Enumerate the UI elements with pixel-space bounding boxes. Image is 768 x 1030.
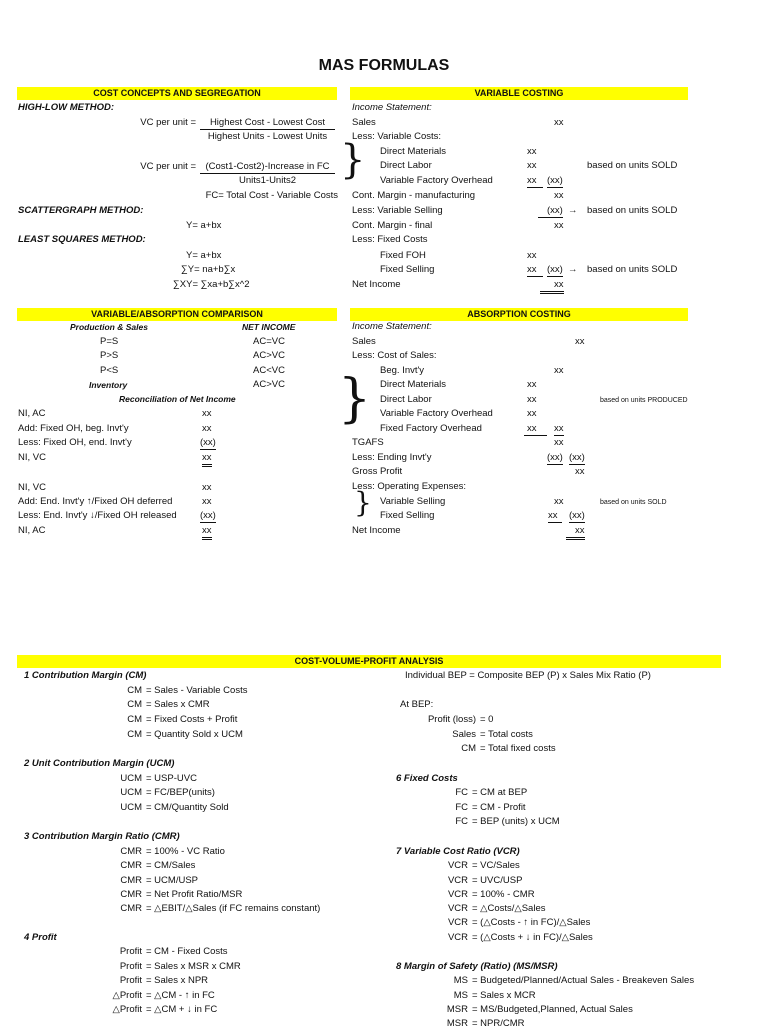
ac-opex-brace: } (354, 486, 372, 519)
vc-net-income: Net Income (352, 279, 401, 290)
least-squares-eq2: ∑Y= na+b∑x (181, 264, 236, 275)
ac-vs-amount: xx (554, 496, 564, 507)
ac-income-statement-label: Income Statement: (352, 321, 432, 332)
cvp-formula-right: = Quantity Sold x UCM (146, 729, 243, 740)
cvp-formula-left: △Profit (112, 990, 142, 1001)
comparison-row-b: AC=VC (253, 336, 285, 347)
vc-ffoh-amount: xx (527, 250, 537, 261)
recon-value: (xx) (200, 510, 216, 521)
cvp-formula-right: = (△Costs + ↓ in FC)/△Sales (472, 932, 593, 943)
least-squares-heading: LEAST SQUARES METHOD: (18, 234, 146, 245)
cvp-section-8: 8 Margin of Safety (Ratio) (MS/MSR) (396, 961, 558, 972)
ac-less-operating-expenses: Less: Operating Expenses: (352, 481, 467, 492)
ac-sales-amount: xx (575, 336, 585, 347)
vc-note-sold-1: based on units SOLD (587, 160, 678, 171)
comparison-row-a: P=S (100, 336, 119, 347)
cvp-formula-left: VCR (447, 932, 468, 943)
recon-line: NI, VC (18, 452, 46, 463)
cvp-formula-left: CMR (120, 889, 142, 900)
cvp-formula-left: FC (455, 787, 468, 798)
cvp-formula-right: = △CM - ↑ in FC (146, 990, 215, 1001)
ac-dm-amount: xx (527, 379, 537, 390)
cvp-formula-left: Profit (119, 975, 142, 986)
comparison-row-a: P>S (100, 350, 119, 361)
cvp-formula-right: = Budgeted/Planned/Actual Sales - Breakeven Sales (472, 975, 695, 986)
cvp-formula-left: MS (453, 990, 468, 1001)
cvp-formula-right: = CM/Sales (146, 860, 196, 871)
cvp-formula-left: MSR (446, 1018, 468, 1029)
vc1-fraction-line (200, 129, 335, 130)
cvp-formula-right: = Total fixed costs (480, 743, 556, 754)
vc-less-variable-costs: Less: Variable Costs: (352, 131, 442, 142)
cvp-formula-right: = Sales - Variable Costs (146, 685, 248, 696)
cvp-formula-left: △Profit (112, 1004, 142, 1015)
cvp-section-6: 6 Fixed Costs (396, 773, 458, 784)
ac-fs-amount: xx (548, 510, 562, 523)
cvp-formula-right: = Sales x NPR (146, 975, 209, 986)
cvp-formula-left: MS (453, 975, 468, 986)
vc-note-sold-3: based on units SOLD (587, 264, 678, 275)
cvp-formula-right: = CM at BEP (472, 787, 528, 798)
ac-note-produced: based on units PRODUCED (600, 397, 688, 404)
absorption-costing-header: ABSORPTION COSTING (350, 308, 688, 321)
ac-net-income: Net Income (352, 525, 401, 536)
cvp-formula-left: CM (461, 743, 476, 754)
cvp-formula-left: Profit (119, 946, 142, 957)
cvp-formula-left: CMR (120, 846, 142, 857)
ac-less-cost-of-sales: Less: Cost of Sales: (352, 350, 437, 361)
cvp-formula-left: UCM (120, 773, 142, 784)
cvp-formula-left: Profit (loss) (427, 714, 476, 725)
vc1-numerator: Highest Cost - Lowest Cost (209, 117, 326, 128)
cvp-section-7: 7 Variable Cost Ratio (VCR) (396, 846, 520, 857)
comparison-row-a: Inventory (89, 380, 128, 390)
vc-dl-amount: xx (527, 160, 537, 171)
ac-ending-inventory-amount: (xx) (547, 452, 563, 463)
cvp-formula-right: = Total costs (480, 729, 533, 740)
cvp-formula-right: = Fixed Costs + Profit (146, 714, 238, 725)
variable-costing-header: VARIABLE COSTING (350, 87, 688, 100)
vc1-denominator: Highest Units - Lowest Units (207, 131, 328, 142)
cvp-formula-left: VCR (447, 889, 468, 900)
vc-direct-materials: Direct Materials (380, 146, 446, 157)
vc-dm-amount: xx (527, 146, 537, 157)
cvp-formula-right: = (△Costs - ↑ in FC)/△Sales (472, 917, 591, 928)
scattergraph-eq: Y= a+bx (186, 220, 222, 231)
cvp-formula-right: = FC/BEP(units) (146, 787, 215, 798)
cvp-formula-right: = △EBIT/△Sales (if FC remains constant) (146, 903, 321, 914)
cvp-formula-right: = Sales x MCR (472, 990, 536, 1001)
cost-concepts-header: COST CONCEPTS AND SEGREGATION (17, 87, 337, 100)
cvp-formula-right: = 0 (480, 714, 494, 725)
ac-variable-foh: Variable Factory Overhead (380, 408, 493, 419)
ac-ffoh-amount: xx (524, 423, 547, 436)
comparison-row-b: AC<VC (253, 365, 285, 376)
recon-value: xx (202, 525, 212, 540)
vc-sales: Sales (352, 117, 376, 128)
least-squares-eq3: ∑XY= ∑xa+b∑x^2 (173, 279, 250, 290)
cvp-formula-right: = BEP (units) x UCM (472, 816, 560, 827)
fc-formula: FC= Total Cost - Variable Costs (205, 190, 338, 201)
vc-sales-amount: xx (554, 117, 564, 128)
cvp-formula-right: = 100% - VC Ratio (146, 846, 225, 857)
vc-cm-manufacturing: Cont. Margin - manufacturing (352, 190, 476, 201)
vc-cm-manufacturing-amount: xx (554, 190, 564, 201)
at-bep-label: At BEP: (400, 699, 434, 710)
high-low-heading: HIGH-LOW METHOD: (18, 102, 115, 113)
cvp-formula-left: CM (127, 685, 142, 696)
ac-ffoh-total: xx (554, 423, 564, 434)
comparison-row-b: AC>VC (253, 379, 285, 390)
ac-fs-total: (xx) (569, 510, 585, 521)
vc-cm-final-amount: xx (554, 220, 564, 231)
comparison-col-production: Production & Sales (70, 322, 148, 332)
ac-brace: } (338, 369, 372, 429)
vc-less-fixed-costs: Less: Fixed Costs (352, 234, 428, 245)
vc-arrow-1: → (568, 205, 578, 216)
cvp-formula-right: = NPR/CMR (472, 1018, 525, 1029)
vc-brace: } (340, 137, 366, 183)
comparison-header: VARIABLE/ABSORPTION COMPARISON (17, 308, 337, 321)
cvp-formula-right: = Sales x CMR (146, 699, 210, 710)
cvp-formula-right: = △Costs/△Sales (472, 903, 546, 914)
ac-gross-profit-amount: xx (575, 466, 585, 477)
cvp-formula-right: = UVC/USP (472, 875, 523, 886)
recon-value: xx (202, 496, 212, 507)
recon-line: Less: End. Invt'y ↓/Fixed OH released (18, 510, 177, 521)
cvp-section-2: 2 Unit Contribution Margin (UCM) (24, 758, 175, 769)
vc2-label: VC per unit = (140, 161, 196, 172)
cvp-formula-right: = 100% - CMR (472, 889, 535, 900)
least-squares-eq1: Y= a+bx (186, 250, 222, 261)
cvp-formula-left: FC (455, 802, 468, 813)
cvp-formula-right: = MS/Budgeted,Planned, Actual Sales (472, 1004, 633, 1015)
ac-beg-inventory-amount: xx (554, 365, 564, 376)
comparison-col-net-income: NET INCOME (242, 322, 296, 332)
recon-line: NI, AC (18, 408, 46, 419)
ac-vfoh-amount: xx (527, 408, 537, 419)
recon-line: Less: Fixed OH, end. Invt'y (18, 437, 132, 448)
recon-value: xx (202, 423, 212, 434)
ac-direct-labor: Direct Labor (380, 394, 432, 405)
ac-net-income-amount: xx (566, 525, 585, 540)
cvp-formula-left: CM (127, 699, 142, 710)
vc-fixed-selling: Fixed Selling (380, 264, 435, 275)
cvp-header: COST-VOLUME-PROFIT ANALYSIS (17, 655, 721, 668)
cvp-formula-left: CMR (120, 903, 142, 914)
cvp-formula-left: UCM (120, 787, 142, 798)
cvp-formula-left: Sales (452, 729, 476, 740)
recon-line: Add: Fixed OH, beg. Invt'y (18, 423, 129, 434)
vc-cm-final: Cont. Margin - final (352, 220, 433, 231)
ac-beg-inventory: Beg. Invt'y (380, 365, 425, 376)
ac-gross-profit: Gross Profit (352, 466, 403, 477)
vc-fixed-foh: Fixed FOH (380, 250, 426, 261)
reconciliation-heading: Reconciliation of Net Income (119, 394, 236, 404)
cvp-formula-right: = VC/Sales (472, 860, 520, 871)
vc-fs-amount: xx (527, 264, 543, 277)
ac-direct-materials: Direct Materials (380, 379, 446, 390)
recon-value: xx (202, 452, 212, 467)
ac-less-ending-inventory: Less: Ending Invt'y (352, 452, 432, 463)
vc-note-sold-2: based on units SOLD (587, 205, 678, 216)
ac-sales: Sales (352, 336, 376, 347)
cvp-formula-right: = UCM/USP (146, 875, 198, 886)
vc2-numerator: (Cost1-Cost2)-Increase in FC (205, 161, 330, 172)
ac-tgafs: TGAFS (352, 437, 384, 448)
vc-vs-amount: (xx) (538, 205, 563, 218)
recon-line: NI, AC (18, 525, 46, 536)
cvp-formula-left: CMR (120, 860, 142, 871)
cvp-section-1: 1 Contribution Margin (CM) (24, 670, 147, 681)
cvp-formula-left: VCR (447, 903, 468, 914)
cvp-formula-right: = △CM + ↓ in FC (146, 1004, 218, 1015)
ac-fixed-foh: Fixed Factory Overhead (380, 423, 482, 434)
vc-arrow-2: → (568, 264, 578, 275)
ac-fixed-selling: Fixed Selling (380, 510, 435, 521)
vc-less-variable-selling: Less: Variable Selling (352, 205, 443, 216)
ac-variable-selling: Variable Selling (380, 496, 446, 507)
cvp-section-3: 3 Contribution Margin Ratio (CMR) (24, 831, 180, 842)
cvp-formula-left: MSR (446, 1004, 468, 1015)
recon-value: xx (202, 482, 212, 493)
cvp-formula-right: = USP-UVC (146, 773, 197, 784)
cvp-formula-left: CMR (120, 875, 142, 886)
comparison-row-b: AC>VC (253, 350, 285, 361)
cvp-formula-right: = CM/Quantity Sold (146, 802, 229, 813)
cvp-formula-right: = CM - Profit (472, 802, 526, 813)
vc2-denominator: Units1-Units2 (238, 175, 297, 186)
recon-line: NI, VC (18, 482, 46, 493)
comparison-row-a: P<S (100, 365, 119, 376)
cvp-formula-left: Profit (119, 961, 142, 972)
recon-value: (xx) (200, 437, 216, 448)
cvp-formula-left: VCR (447, 860, 468, 871)
cvp-formula-left: FC (455, 816, 468, 827)
vc-direct-labor: Direct Labor (380, 160, 432, 171)
individual-bep-formula: Individual BEP = Composite BEP (P) x Sales Mix Ratio (P) (405, 670, 651, 681)
recon-value: xx (202, 408, 212, 419)
vc-vfoh-total: (xx) (547, 175, 563, 186)
scattergraph-heading: SCATTERGRAPH METHOD: (18, 205, 144, 216)
cvp-formula-right: = CM - Fixed Costs (146, 946, 228, 957)
vc-net-income-amount: xx (540, 279, 564, 294)
vc-income-statement-label: Income Statement: (352, 102, 432, 113)
ac-dl-amount: xx (527, 394, 537, 405)
cvp-section-4: 4 Profit (24, 932, 57, 943)
cvp-formula-left: UCM (120, 802, 142, 813)
vc-variable-foh: Variable Factory Overhead (380, 175, 493, 186)
ac-note-sold: based on units SOLD (600, 499, 667, 506)
cvp-formula-left: CM (127, 714, 142, 725)
vc2-fraction-line (200, 173, 335, 174)
page-title: MAS FORMULAS (318, 57, 450, 74)
ac-ending-inventory-total: (xx) (569, 452, 585, 463)
vc-fs-total: (xx) (547, 264, 563, 275)
cvp-formula-right: = Sales x MSR x CMR (146, 961, 241, 972)
recon-line: Add: End. Invt'y ↑/Fixed OH deferred (18, 496, 173, 507)
ac-tgafs-amount: xx (554, 437, 564, 448)
cvp-formula-left: VCR (447, 875, 468, 886)
cvp-formula-left: CM (127, 729, 142, 740)
vc1-label: VC per unit = (140, 117, 196, 128)
cvp-formula-right: = Net Profit Ratio/MSR (146, 889, 243, 900)
vc-vfoh-amount: xx (527, 175, 543, 188)
cvp-formula-left: VCR (447, 917, 468, 928)
